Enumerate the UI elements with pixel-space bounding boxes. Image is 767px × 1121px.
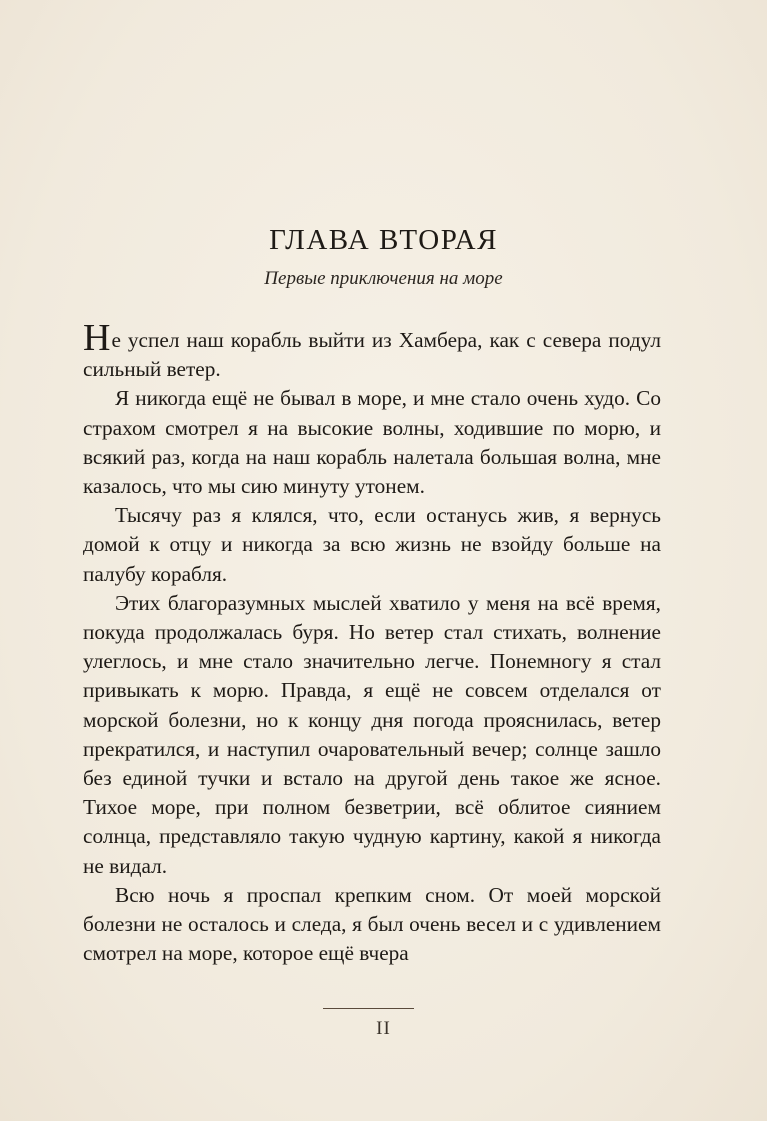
chapter-title: ГЛАВА ВТОРАЯ <box>269 224 498 256</box>
paragraph-2: Я никогда ещё не бывал в море, и мне стало очень худо. Со страхом смотрел я на высокие волны, ходившие по морю, и всякий раз, когда на наш корабль налетала большая волна, мне казалось, что мы сию минуту утонем. <box>83 386 661 499</box>
paragraph-1 <box>83 317 661 384</box>
chapter-subtitle: Первые приключения на море <box>264 268 503 289</box>
chapter-text <box>83 317 661 968</box>
paragraph-5: Всю ночь я проспал крепким сном. От моей морской болезни не осталось и следа, я был очень весел и с удивлением смотрел на море, которое ещё вчера <box>83 882 661 966</box>
paragraph-1-text: е успел наш корабль выйти из Хамбера, как с севера подул сильный ветер. <box>83 328 661 382</box>
paragraph-3: Тысячу раз я клялся, что, если останусь жив, я вернусь домой к отцу и никогда за всю жизнь не взойду больше на палубу корабля. <box>83 503 661 586</box>
paragraph-4: Этих благоразумных мыслей хватило у меня на всё время, покуда продолжалась буря. Но ветер стал стихать, волнение улеглось, и мне стало значительно легче. Понемногу я стал привыкать к морю. Правда, я ещё не совсем отделался от морской болезни, но к концу дня погода прояснилась, ветер прекратился, и наступил очаровательный вечер; солнце зашло без единой тучки и встало на другой день такое же ясное. Тихое море, при полном безветрии, всё облитое сиянием солнца, представляло такую чудную картину, какой я никогда не видал. <box>83 590 661 878</box>
drop-cap: Н <box>83 317 112 359</box>
footer-rule <box>323 1008 414 1009</box>
page-number: II <box>376 1018 391 1039</box>
